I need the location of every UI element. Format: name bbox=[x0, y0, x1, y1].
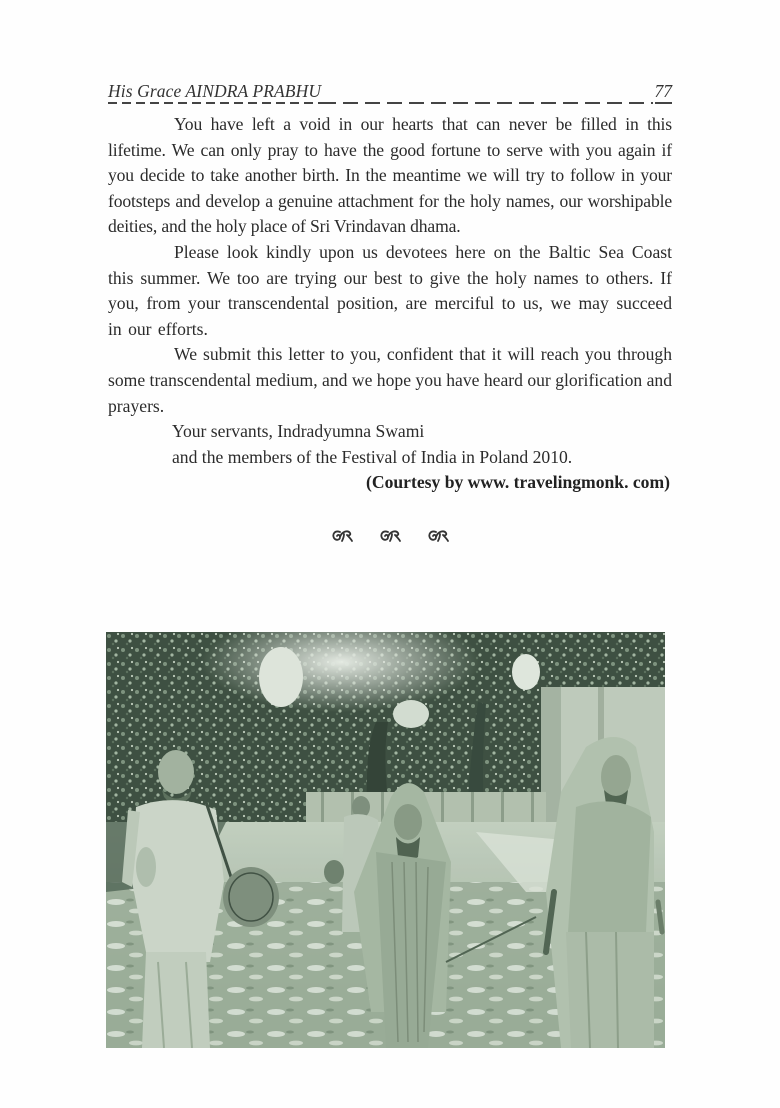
page-number: 77 bbox=[655, 83, 673, 105]
fleuron-ornament-icon bbox=[378, 528, 402, 548]
fleuron-ornament-icon bbox=[426, 528, 450, 548]
fleuron-ornament-icon bbox=[330, 528, 354, 548]
letter-body bbox=[108, 112, 672, 496]
signoff-line-1: Your servants, Indradyumna Swami bbox=[172, 421, 425, 442]
running-title: His Grace AINDRA PRABHU bbox=[108, 81, 321, 104]
paragraph-1: You have left a void in our hearts that can never be filled in this lifetime. We can only pray to have the good fortune to serve with you again if you decide to take another birth. In the meantime we will try to follow in your footsteps and develop a genuine attachment for the holy names, our worshipable deities, and the holy place of Sri Vrindavan dhama. bbox=[108, 114, 672, 237]
section-end-ornaments bbox=[330, 526, 450, 550]
paragraph-3: We submit this letter to you, confident that it will reach you through some transcendental medium, and we hope you have heard our glorification and prayers. bbox=[108, 344, 672, 416]
header-dash-leader bbox=[321, 102, 652, 104]
paragraph-2: Please look kindly upon us devotees here on the Baltic Sea Coast this summer. We too are trying our best to give the holy names to others. If you, from your transcendental position, are merciful to us, we may succeed in our efforts. bbox=[108, 241, 672, 339]
photo-devotees-walking bbox=[106, 632, 665, 1048]
photo-illustration bbox=[106, 632, 665, 1048]
signoff-line-2: and the members of the Festival of India in Poland 2010. bbox=[172, 446, 573, 467]
courtesy-credit: (Courtesy by www. travelingmonk. com) bbox=[366, 472, 670, 493]
running-header bbox=[108, 78, 672, 104]
